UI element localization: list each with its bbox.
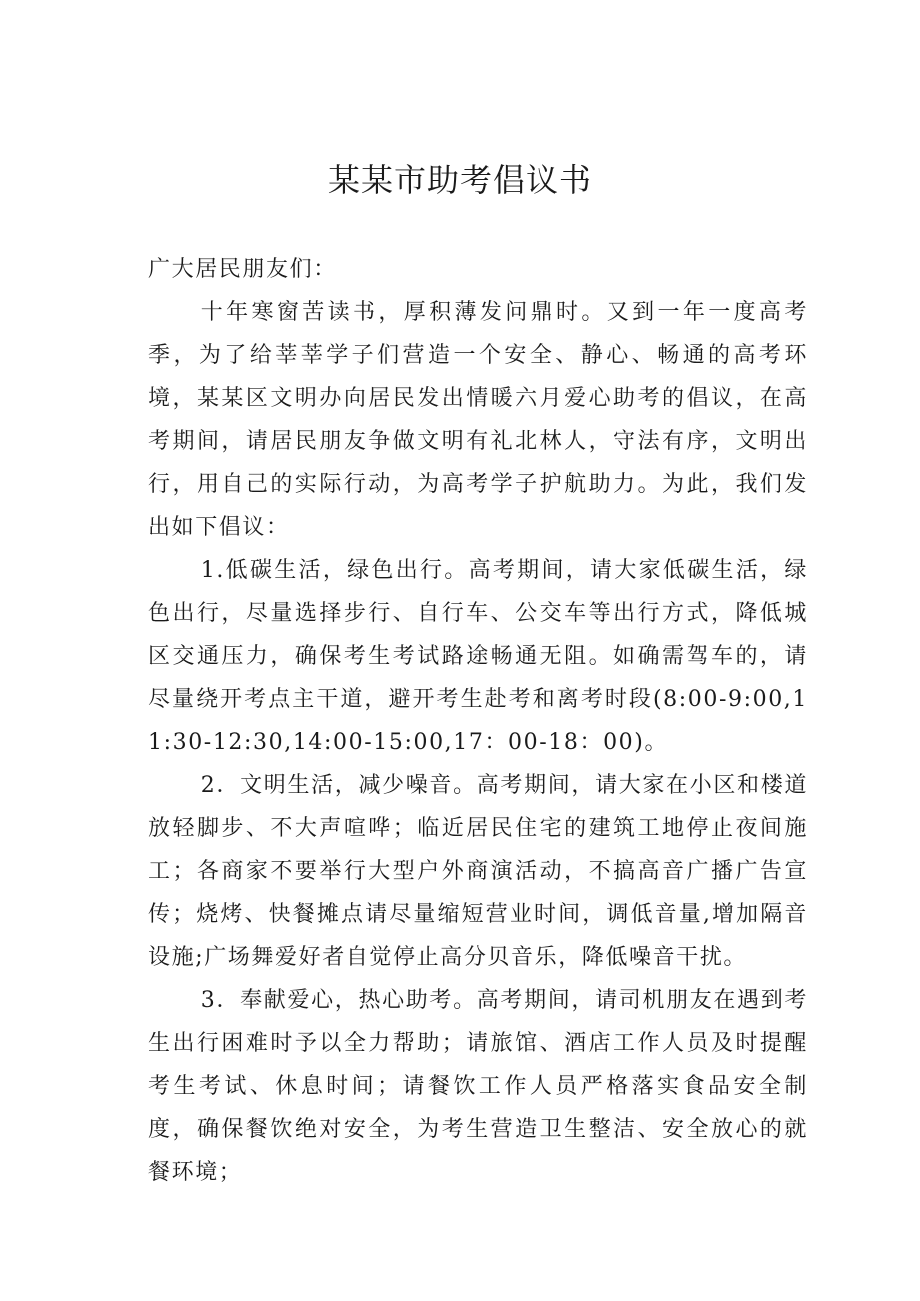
- proposal-3-paragraph: 3．奉献爱心，热心助考。高考期间，请司机朋友在遇到考生出行困难时予以全力帮助；请旅馆、酒店工作人员及时提醒考生考试、休息时间；请餐饮工作人员严格落实食品安全制度，确保餐饮绝对安全，为考生营造卫生整洁、安全放心的就餐环境；: [148, 988, 808, 1185]
- proposal-2-paragraph: 2．文明生活，减少噪音。高考期间，请大家在小区和楼道放轻脚步、不大声喧哗；临近居民住宅的建筑工地停止夜间施工；各商家不要举行大型户外商演活动，不搞高音广播广告宣传；烧烤、快餐摊点请尽量缩短营业时间，调低音量,增加隔音设施;广场舞爱好者自觉停止高分贝音乐，降低噪音干扰。: [148, 773, 808, 970]
- proposal-1-paragraph: 1.低碳生活，绿色出行。高考期间，请大家低碳生活，绿色出行，尽量选择步行、自行车、公交车等出行方式，降低城区交通压力，确保考生考试路途畅通无阻。如确需驾车的，请尽量绕开考点主干道，避开考生赴考和离考时段(8:00-9:00,11:30-12:30,14:00-15:00,17：00-18：00)。: [148, 558, 808, 755]
- intro-paragraph: 十年寒窗苦读书，厚积薄发问鼎时。又到一年一度高考季，为了给莘莘学子们营造一个安全、静心、畅通的高考环境，某某区文明办向居民发出情暖六月爱心助考的倡议，在高考期间，请居民朋友争做文明有礼北林人，守法有序，文明出行，用自己的实际行动，为高考学子护航助力。为此，我们发出如下倡议：: [148, 300, 808, 540]
- salutation: 广大居民朋友们：: [148, 257, 337, 282]
- document-body: [148, 248, 808, 1194]
- document-title: 某某市助考倡议书: [327, 161, 592, 199]
